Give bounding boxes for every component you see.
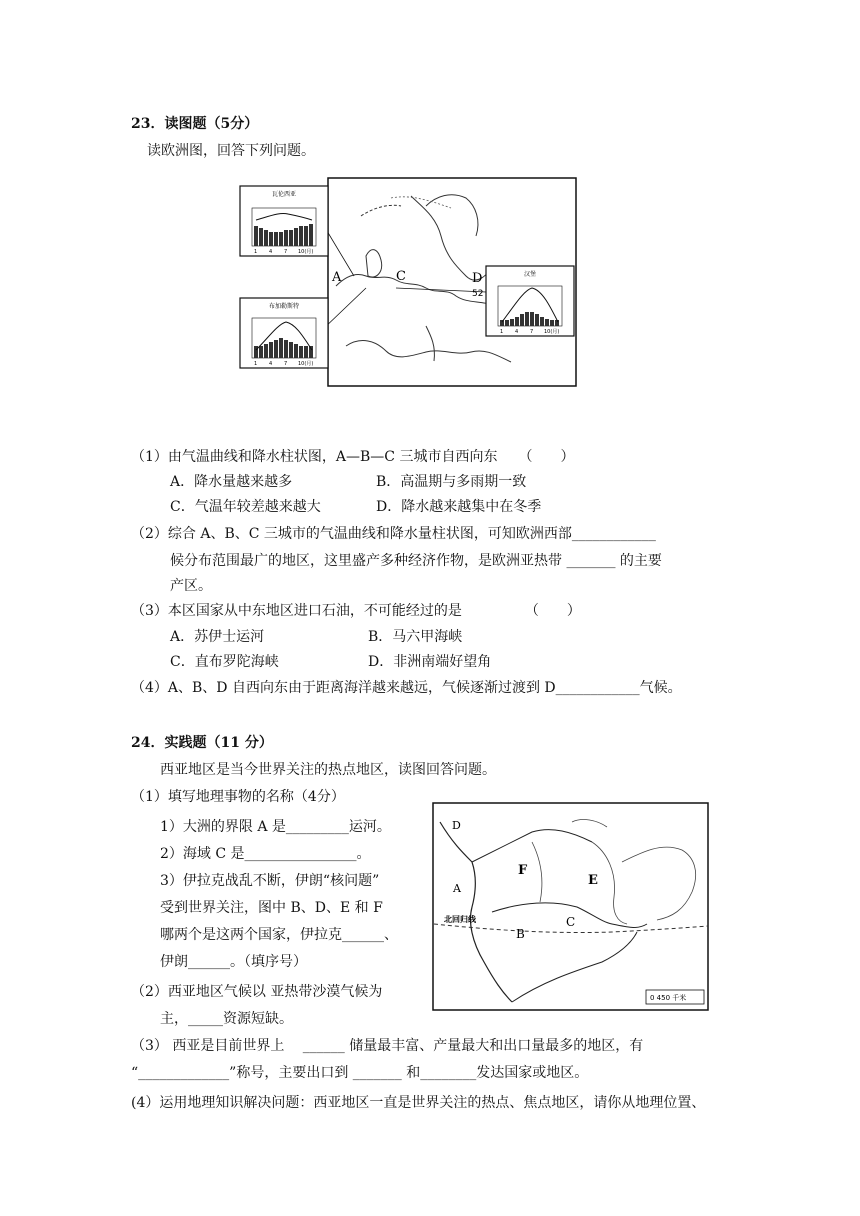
europe-map-figure bbox=[236, 176, 588, 390]
map-label-d: D bbox=[452, 819, 461, 832]
chart-title-d: 汉堡 bbox=[523, 271, 537, 278]
svg-text:1: 1 bbox=[500, 329, 504, 335]
svg-text:4: 4 bbox=[515, 329, 519, 335]
q24-heading: 24．实践题（11 分） bbox=[131, 735, 273, 751]
q24-1-title: （1）填写地理事物的名称（4分） bbox=[131, 789, 345, 805]
q24-1-item3-line3: 哪两个是这两个国家，伊拉克______、 bbox=[160, 927, 398, 943]
q24-1-item1: 1）大洲的界限 A 是_________运河。 bbox=[160, 819, 391, 835]
svg-text:4: 4 bbox=[269, 361, 273, 367]
map-label-a: A bbox=[453, 882, 461, 895]
q24-3-line2: “_____________”称号，主要出口到 _______ 和________发达国家或地区。 bbox=[131, 1065, 589, 1081]
q23-3-text: （3）本区国家从中东地区进口石油，不可能经过的是 （ ） bbox=[131, 603, 581, 619]
svg-text:10(月): 10(月) bbox=[544, 329, 560, 335]
q23-4-text: （4）A、B、D 自西向东由于距离海洋越来越远，气候逐渐过渡到 D____________气候。 bbox=[131, 680, 682, 696]
q23-2-line1: （2）综合 A、B、C 三城市的气温曲线和降水量柱状图，可知欧洲西部____________ bbox=[131, 526, 656, 542]
svg-text:1: 1 bbox=[254, 249, 258, 255]
q23-1-option-b: B．高温期与多雨期一致 bbox=[376, 474, 527, 490]
climate-chart-a bbox=[240, 186, 328, 256]
q24-2-line2: 主，_____资源短缺。 bbox=[160, 1011, 293, 1027]
q24-4-line1: (4）运用地理知识解决问题：西亚地区一直是世界关注的热点、焦点地区，请你从地理位置、 bbox=[131, 1095, 706, 1111]
svg-text:10(月): 10(月) bbox=[298, 361, 314, 367]
map-label-c: C bbox=[566, 915, 576, 929]
svg-text:7: 7 bbox=[284, 361, 288, 367]
map-label-b: B bbox=[516, 927, 525, 941]
map-label-f: F bbox=[518, 863, 528, 878]
q23-3-option-b: B．马六甲海峡 bbox=[368, 629, 463, 645]
q23-1-option-c: C．气温年较差越来越大 bbox=[170, 499, 321, 515]
q23-3-option-c: C．直布罗陀海峡 bbox=[170, 654, 279, 670]
q24-2-line1: （2）西亚地区气候以 亚热带沙漠气候为 bbox=[131, 984, 383, 1000]
q23-2-line3: 产区。 bbox=[170, 578, 212, 594]
climate-chart-b bbox=[240, 298, 328, 368]
climate-chart-d bbox=[486, 266, 574, 336]
map-label-a: A bbox=[332, 270, 342, 285]
q24-1-item3-line4: 伊朗______。（填序号） bbox=[160, 954, 307, 970]
q23-1-text: （1）由气温曲线和降水柱状图，A—B—C 三城市自西向东 （ ） bbox=[131, 449, 575, 465]
q23-2-line2: 候分布范围最广的地区，这里盛产多种经济作物，是欧洲亚热带 _______ 的主要 bbox=[170, 553, 662, 569]
svg-text:4: 4 bbox=[269, 249, 273, 255]
map-label-e: E bbox=[588, 873, 598, 888]
q23-3-option-a: A．苏伊士运河 bbox=[170, 629, 265, 645]
q23-1-option-a: A．降水量越来越多 bbox=[170, 474, 293, 490]
q24-1-item2: 2）海域 C 是________________。 bbox=[160, 846, 371, 862]
q23-3-option-d: D．非洲南端好望角 bbox=[368, 654, 492, 670]
tropic-label: 北回归线 bbox=[444, 915, 476, 924]
q24-intro: 西亚地区是当今世界关注的热点地区，读图回答问题。 bbox=[160, 762, 496, 778]
q23-heading: 23．读图题（5分） bbox=[131, 116, 259, 132]
svg-text:7: 7 bbox=[284, 249, 288, 255]
q24-1-item3-line2: 受到世界关注，图中 B、D、E 和 F bbox=[160, 900, 383, 916]
west-asia-map-frame bbox=[433, 803, 708, 1010]
map-label-c: C bbox=[396, 269, 406, 284]
q24-1-item3-line1: 3）伊拉克战乱不断，伊朗“核问题” bbox=[160, 873, 380, 889]
svg-text:7: 7 bbox=[530, 329, 534, 335]
q23-1-option-d: D．降水越来越集中在冬季 bbox=[376, 499, 542, 515]
svg-text:1: 1 bbox=[254, 361, 258, 367]
chart-title-a: 瓦伦西亚 bbox=[271, 191, 297, 198]
q24-3-line1: （3） 西亚是目前世界上 ______ 储量最丰富、产量最大和出口量最多的地区，有 bbox=[131, 1038, 644, 1054]
chart-title-b: 布加勒斯特 bbox=[268, 303, 300, 310]
west-asia-map-figure bbox=[432, 802, 710, 1012]
map-label-d: D bbox=[472, 271, 483, 286]
q23-intro: 读欧洲图，回答下列问题。 bbox=[147, 143, 315, 159]
svg-text:10(月): 10(月) bbox=[298, 249, 314, 255]
map-value-d: 52 bbox=[472, 289, 484, 299]
scale-bar-label: 0 450 千米 bbox=[650, 994, 687, 1002]
